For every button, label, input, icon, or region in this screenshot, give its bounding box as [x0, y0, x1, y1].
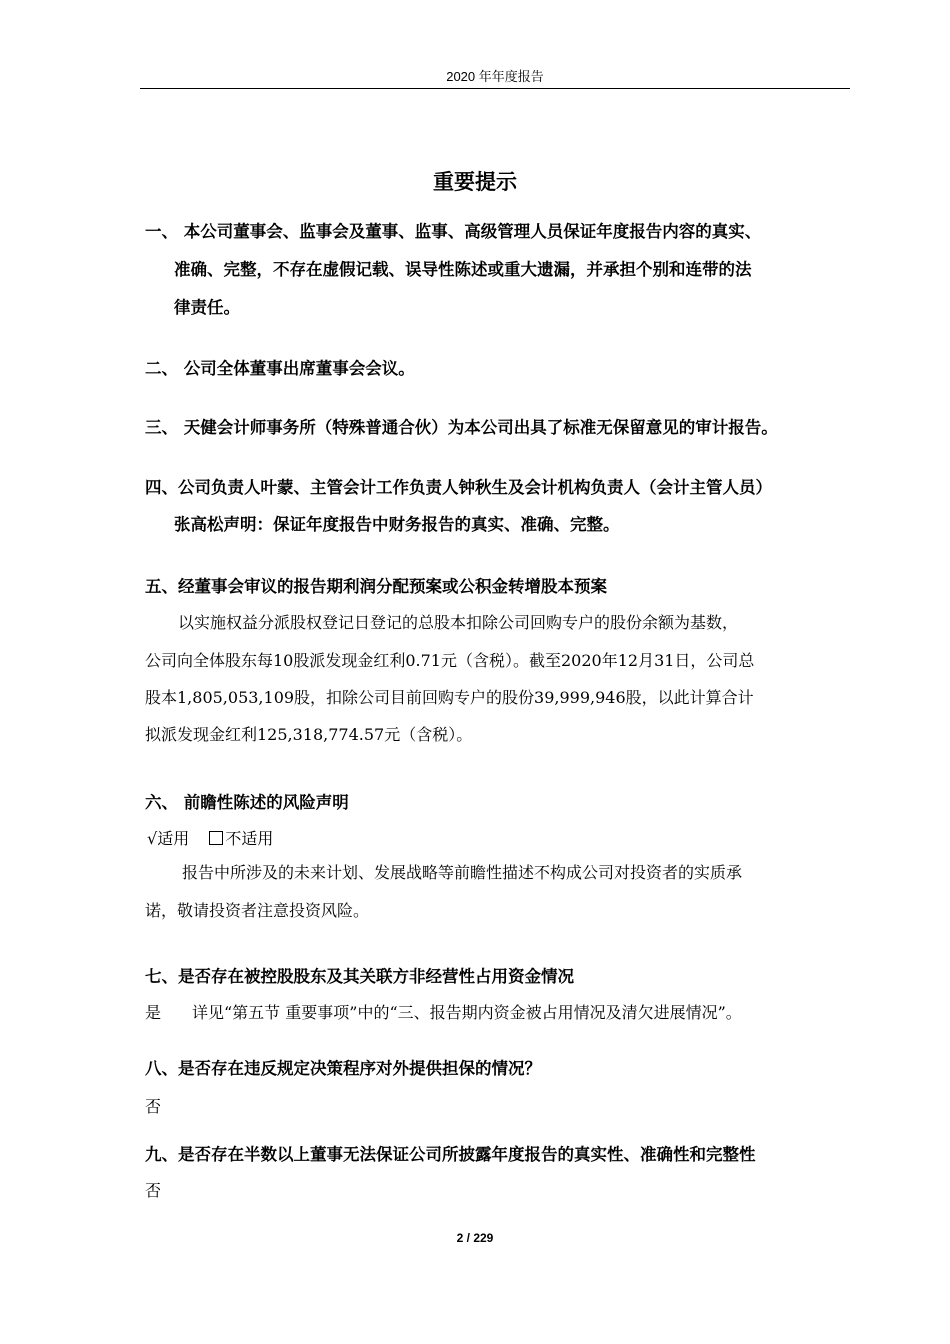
item-2: 二、 公司全体董事出席董事会会议。	[145, 359, 415, 378]
item-9-answer: 否	[145, 1181, 162, 1200]
item-7-heading: 七、是否存在被控股股东及其关联方非经营性占用资金情况	[145, 967, 574, 986]
item-7-answer: 是	[145, 1003, 162, 1022]
item-5-para-line-3: 股本1,805,053,109股，扣除公司目前回购专户的股份39,999,946股，以此计算合计	[145, 688, 754, 707]
item-8-answer: 否	[145, 1097, 162, 1116]
item-5-heading: 五、经董事会审议的报告期利润分配预案或公积金转增股本预案	[145, 577, 607, 596]
running-header: 2020 年年度报告	[446, 69, 544, 84]
item-4-line-2: 张高松声明：保证年度报告中财务报告的真实、准确、完整。	[174, 515, 620, 534]
item-6-para-line-2: 诺，敬请投资者注意投资风险。	[145, 901, 370, 920]
header-rule	[140, 88, 850, 89]
applicable-checked: √适用	[147, 829, 190, 848]
page-number: 2 / 229	[456, 1231, 494, 1245]
item-8-heading: 八、是否存在违反规定决策程序对外提供担保的情况？	[145, 1059, 541, 1078]
item-4-line-1: 四、公司负责人叶蒙、主管会计工作负责人钟秋生及会计机构负责人（会计主管人员）	[145, 478, 772, 497]
item-5-para-line-1: 以实施权益分派股权登记日登记的总股本扣除公司回购专户的股份余额为基数，	[178, 613, 739, 632]
item-9-heading: 九、是否存在半数以上董事无法保证公司所披露年度报告的真实性、准确性和完整性	[145, 1145, 756, 1164]
not-applicable-label: 不适用	[225, 829, 274, 848]
item-3: 三、 天健会计师事务所（特殊普通合伙）为本公司出具了标准无保留意见的审计报告。	[145, 418, 778, 437]
item-7-detail: 详见“第五节 重要事项”中的“三、报告期内资金被占用情况及清欠进展情况”。	[192, 1003, 742, 1022]
applicability-options	[147, 826, 273, 849]
item-1-line-1: 一、 本公司董事会、监事会及董事、监事、高级管理人员保证年度报告内容的真实、	[145, 222, 762, 241]
item-6-para-line-1: 报告中所涉及的未来计划、发展战略等前瞻性描述不构成公司对投资者的实质承	[182, 863, 743, 882]
checkbox-empty-icon	[209, 831, 223, 845]
item-5-para-line-2: 公司向全体股东每10股派发现金红利0.71元（含税）。截至2020年12月31日，公司总	[145, 651, 755, 670]
item-1-line-2: 准确、完整，不存在虚假记载、误导性陈述或重大遗漏，并承担个别和连带的法	[174, 260, 752, 279]
item-1-line-3: 律责任。	[174, 298, 240, 317]
page-title: 重要提示	[433, 170, 517, 194]
item-6-heading: 六、 前瞻性陈述的风险声明	[145, 793, 349, 812]
item-5-para-line-4: 拟派发现金红利125,318,774.57元（含税）。	[145, 725, 473, 744]
